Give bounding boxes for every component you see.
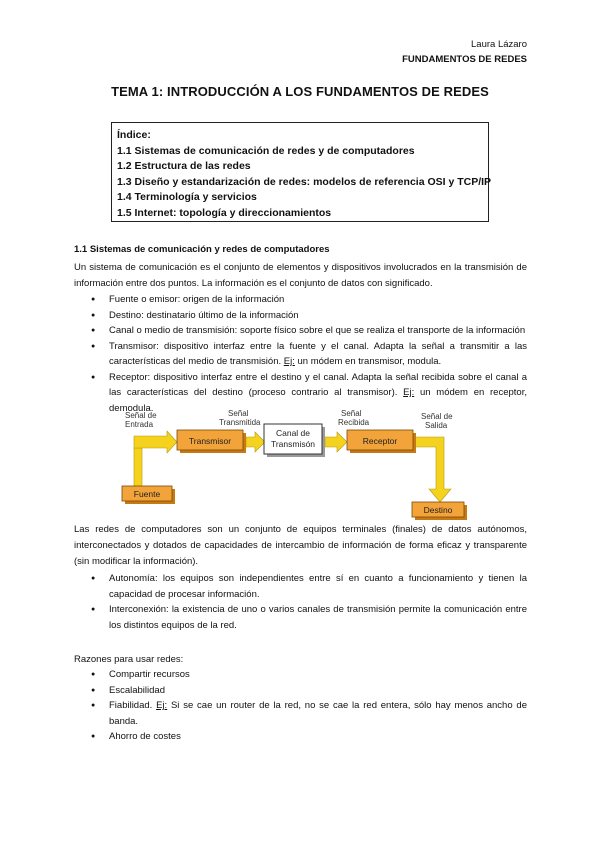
label-signal-input: Señal de [125,411,157,420]
label-signal-output: Señal de [421,412,453,421]
label-signal-input-2: Entrada [125,420,154,429]
list-item: ● Interconexión: la existencia de uno o varios canales de transmisión permite la comunicación entre los distintos equipos de la red. [0,602,527,633]
section-heading: 1.1 Sistemas de comunicación y redes de computadores [74,244,330,255]
label-signal-transmitted-2: Transmitida [219,418,261,427]
arrow-fuente-up [134,448,142,491]
list-item: ● Transmisor: dispositivo interfaz entre la fuente y el canal. Adapta la señal a transmitir a las características del medio de transmisión. Ej: un módem en transmisor, modula. [0,339,527,370]
header-subject: FUNDAMENTOS DE REDES [402,54,527,65]
networks-paragraph: Las redes de computadores son un conjunto de equipos terminales (finales) de datos autónomos, interconectados y dotados de capacidades de intercambio de información de forma eficaz y transparente (sin modificar la información). [74,524,527,567]
fuente-box [122,486,175,504]
label-signal-transmitted: Señal [228,409,249,418]
list-item: ● Canal o medio de transmisión: soporte físico sobre el que se realiza el transporte de la información [0,323,527,339]
list-item: ● Ahorro de costes [0,729,527,745]
list-item: ● Fuente o emisor: origen de la información [0,292,527,308]
toc-item: 1.5 Internet: topología y direccionamientos [117,206,332,219]
list-item: ● Escalabilidad [0,683,527,699]
svg-text:Fuente: Fuente [133,489,161,499]
arrow-to-canal [246,432,265,452]
svg-text:Canal de: Canal de [275,428,311,438]
label-signal-received: Señal [341,409,362,418]
network-features-list [0,571,527,633]
toc-item: 1.1 Sistemas de comunicación de redes y de computadores [117,144,415,157]
transmisor-box [177,430,246,453]
svg-text:Transmisón: Transmisón [270,439,316,449]
table-of-contents [111,122,492,222]
list-item: ● Destino: destinatario último de la información [0,308,527,324]
page-title: TEMA 1: INTRODUCCIÓN A LOS FUNDAMENTOS DE REDES [111,84,489,99]
label-signal-output-2: Salida [425,421,448,430]
receptor-box [347,430,416,453]
section-intro-paragraph: Un sistema de comunicación es el conjunto de elementos y dispositivos involucrados en la transmisión de información entre dos puntos. La información es el conjunto de datos con significado. [74,262,527,289]
canal-box [264,424,325,457]
svg-text:Transmisor: Transmisor [188,436,232,446]
communication-elements-list [0,292,527,416]
label-signal-received-2: Recibida [338,418,370,427]
arrow-to-destino [412,437,451,502]
toc-item: 1.4 Terminología y servicios [117,191,257,204]
list-item: ● Fiabilidad. Ej: Si se cae un router de la red, no se cae la red entera, sólo hay menos ancho de banda. [0,698,527,729]
arrow-to-receptor [325,432,347,452]
svg-text:Receptor: Receptor [362,436,398,446]
list-item: ● Autonomía: los equipos son independientes entre sí en cuanto a funcionamiento y tienen la capacidad de procesar información. [0,571,527,602]
list-item: ● Compartir recursos [0,667,527,683]
header-author: Laura Lázaro [471,39,527,50]
reasons-list [0,667,527,745]
destino-box [412,502,467,520]
reasons-heading: Razones para usar redes: [74,654,184,665]
list-item: ● Receptor: dispositivo interfaz entre el destino y el canal. Adapta la señal recibida sobre el canal a las características del destino (proceso contrario al transmisor). Ej: un módem en receptor, demodula. [0,370,527,417]
toc-heading: Índice: [117,129,151,141]
svg-text:Destino: Destino [423,505,453,515]
communication-system-diagram [115,409,475,521]
toc-item: 1.2 Estructura de las redes [117,160,251,173]
toc-item: 1.3 Diseño y estandarización de redes: modelos de referencia OSI y TCP/IP [117,175,492,188]
